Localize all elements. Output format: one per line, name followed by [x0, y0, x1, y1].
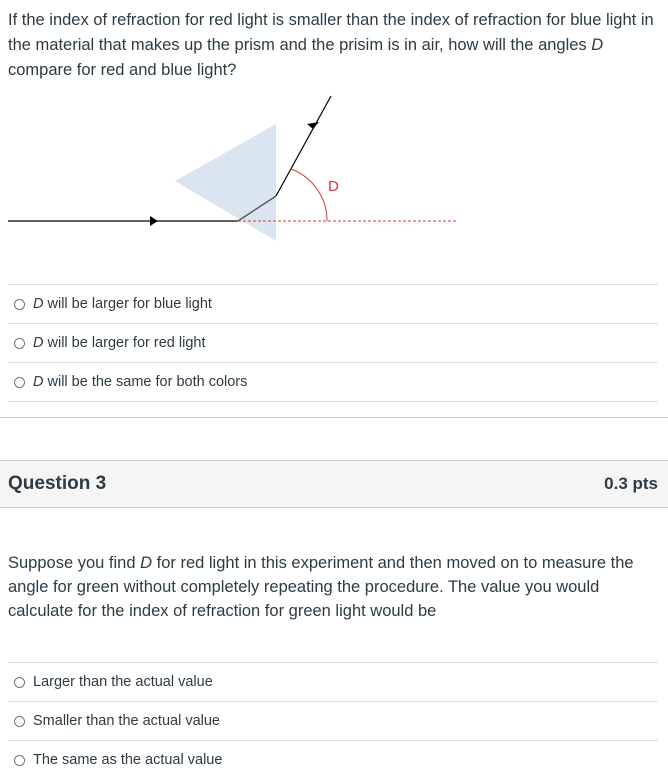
prism-diagram [0, 88, 668, 268]
answer-label: D will be the same for both colors [33, 374, 248, 390]
angle-label: D [328, 178, 339, 195]
radio-button[interactable] [14, 299, 25, 310]
question-variable: D [140, 554, 153, 572]
answer-option[interactable] [8, 701, 658, 740]
answer-label: The same as the actual value [33, 752, 223, 768]
question-2-answers [8, 284, 658, 402]
emergent-ray [276, 96, 331, 196]
answer-label: D will be larger for blue light [33, 296, 212, 312]
emergent-ray-arrow [307, 122, 319, 129]
question-points: 0.3 pts [604, 474, 658, 493]
radio-button[interactable] [14, 716, 25, 727]
radio-button[interactable] [14, 677, 25, 688]
question-3-answers [8, 662, 658, 779]
prism-shape [175, 124, 276, 241]
question-text-part: If the index of refraction for red light is smaller than the index of refraction for blue light in the material that makes up the prism and the prisim is in air, how will the angles [8, 11, 654, 54]
answer-option[interactable] [8, 284, 658, 323]
answer-option[interactable] [8, 362, 658, 402]
question-text-part: for red light in this experiment and then moved on to measure the angle for green without completely repeating the procedure. The value you would calculate for the index of refraction for green light would be [8, 554, 634, 620]
answer-option[interactable] [8, 740, 658, 779]
answer-option[interactable] [8, 662, 658, 701]
answer-label: Smaller than the actual value [33, 713, 220, 729]
incident-ray-arrow [150, 216, 158, 226]
question-text-part: Suppose you find [8, 554, 141, 572]
question-text-part: compare for red and blue light? [8, 61, 237, 79]
radio-button[interactable] [14, 338, 25, 349]
radio-button[interactable] [14, 377, 25, 388]
question-2-text [8, 8, 658, 83]
question-title: Question 3 [8, 473, 107, 494]
radio-button[interactable] [14, 755, 25, 766]
angle-arc [291, 169, 327, 221]
question-3-header [0, 460, 668, 508]
answer-label: D will be larger for red light [33, 335, 206, 351]
question-divider [0, 417, 668, 418]
question-variable: D [591, 36, 604, 54]
question-3-text [8, 551, 658, 623]
answer-option[interactable] [8, 323, 658, 362]
answer-label: Larger than the actual value [33, 674, 213, 690]
